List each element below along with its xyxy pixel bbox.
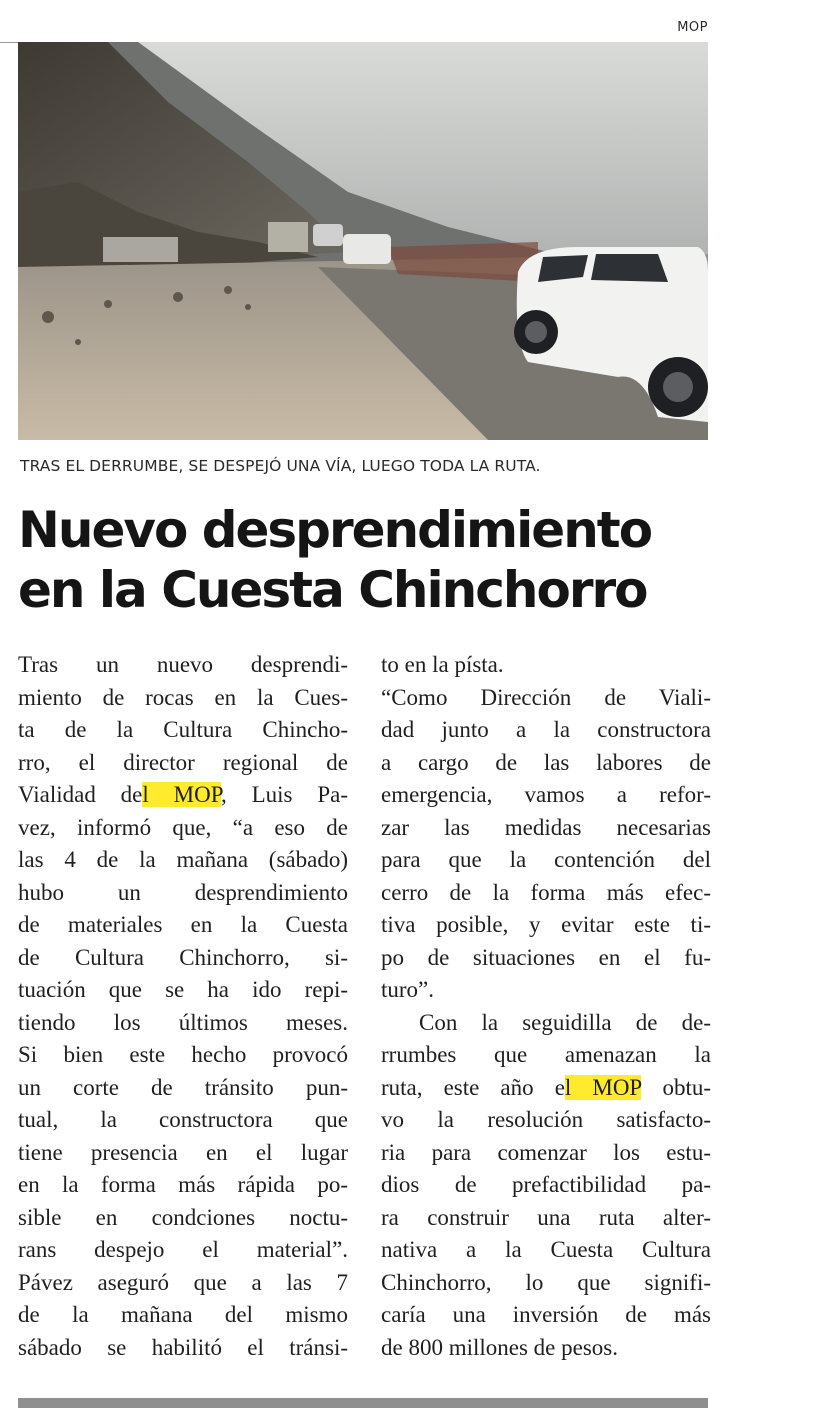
article-line: hubo un desprendimiento — [18, 879, 348, 905]
article-line: vez, informó que, “a eso de — [18, 814, 348, 840]
headline — [18, 500, 718, 620]
article-line: po de situaciones en el fu- — [381, 944, 711, 970]
article-line: ruta, este año el MOP obtu- — [381, 1074, 711, 1100]
highlighted-term: l MOP — [142, 782, 221, 807]
article-line: tiendo los últimos meses. — [18, 1009, 348, 1035]
bottom-bar — [18, 1398, 708, 1408]
article-line: to en la písta. — [381, 652, 504, 677]
article-line: sábado se habilitó el tránsi- — [18, 1334, 348, 1360]
article-line: rro, el director regional de — [18, 749, 348, 775]
article-line: Si bien este hecho provocó — [18, 1042, 348, 1067]
article-line: las 4 de la mañana (sábado) — [18, 847, 348, 872]
article-line: “Como Dirección de Viali- — [381, 684, 711, 710]
article-line: tual, la constructora que — [18, 1107, 348, 1132]
article-line: ra construir una ruta alter- — [381, 1204, 711, 1230]
article-line: miento de rocas en la Cues- — [18, 684, 348, 710]
headline-line-1: Nuevo desprendimiento — [18, 501, 652, 559]
article-line: rans despejo el material”. — [18, 1237, 348, 1262]
article-line: cerro de la forma más efec- — [381, 879, 711, 905]
article-line: ria para comenzar los estu- — [381, 1139, 711, 1165]
article-line: de 800 millones de pesos. — [381, 1334, 618, 1360]
article-line: Tras un nuevo desprendi- — [18, 652, 348, 677]
article-column-left — [18, 649, 348, 1364]
article-line: turo”. — [381, 977, 435, 1002]
article-line: para que la contención del — [381, 847, 711, 872]
article-line: dios de prefactibilidad pa- — [381, 1172, 711, 1197]
article-line: ta de la Cultura Chincho- — [18, 717, 348, 742]
headline-line-2: en la Cuesta Chinchorro — [18, 561, 647, 619]
article-line: tiva posible, y evitar este ti- — [381, 912, 711, 937]
article-line: Vialidad del MOP, Luis Pa- — [18, 782, 348, 807]
article-line: sible en condciones noctu- — [18, 1204, 348, 1230]
article-line: caría una inversión de más — [381, 1302, 711, 1327]
article-line: de materiales en la Cuesta — [18, 912, 348, 937]
article-line: de la mañana del mismo — [18, 1302, 348, 1327]
article-line: Pávez aseguró que a las 7 — [18, 1269, 348, 1295]
highlighted-term: l MOP — [564, 1074, 642, 1100]
article-line: Con la seguidilla de de- — [419, 1009, 711, 1035]
article-line: a cargo de las labores de — [381, 749, 711, 775]
section-tag: MOP — [677, 20, 708, 35]
article-line: tiene presencia en el lugar — [18, 1139, 348, 1165]
article-line: un corte de tránsito pun- — [18, 1074, 348, 1100]
article-line: dad junto a la constructora — [381, 717, 711, 742]
article-line: nativa a la Cuesta Cultura — [381, 1237, 711, 1262]
article-column-right — [381, 649, 711, 1364]
top-rule — [0, 42, 18, 43]
article-line: de Cultura Chinchorro, si- — [18, 944, 348, 970]
article-line: Chinchorro, lo que signifi- — [381, 1269, 711, 1295]
article-line: emergencia, vamos a refor- — [381, 782, 711, 807]
article-line: rrumbes que amenazan la — [381, 1042, 711, 1067]
landslide-road-photo — [18, 42, 708, 440]
photo-caption: TRAS EL DERRUMBE, SE DESPEJÓ UNA VÍA, LUEGO TODA LA RUTA. — [20, 457, 541, 475]
article-line: tuación que se ha ido repi- — [18, 977, 348, 1002]
article-line: en la forma más rápida po- — [18, 1172, 348, 1197]
article-line: zar las medidas necesarias — [381, 814, 711, 840]
article-line: vo la resolución satisfacto- — [381, 1107, 711, 1132]
news-photo — [18, 42, 708, 440]
